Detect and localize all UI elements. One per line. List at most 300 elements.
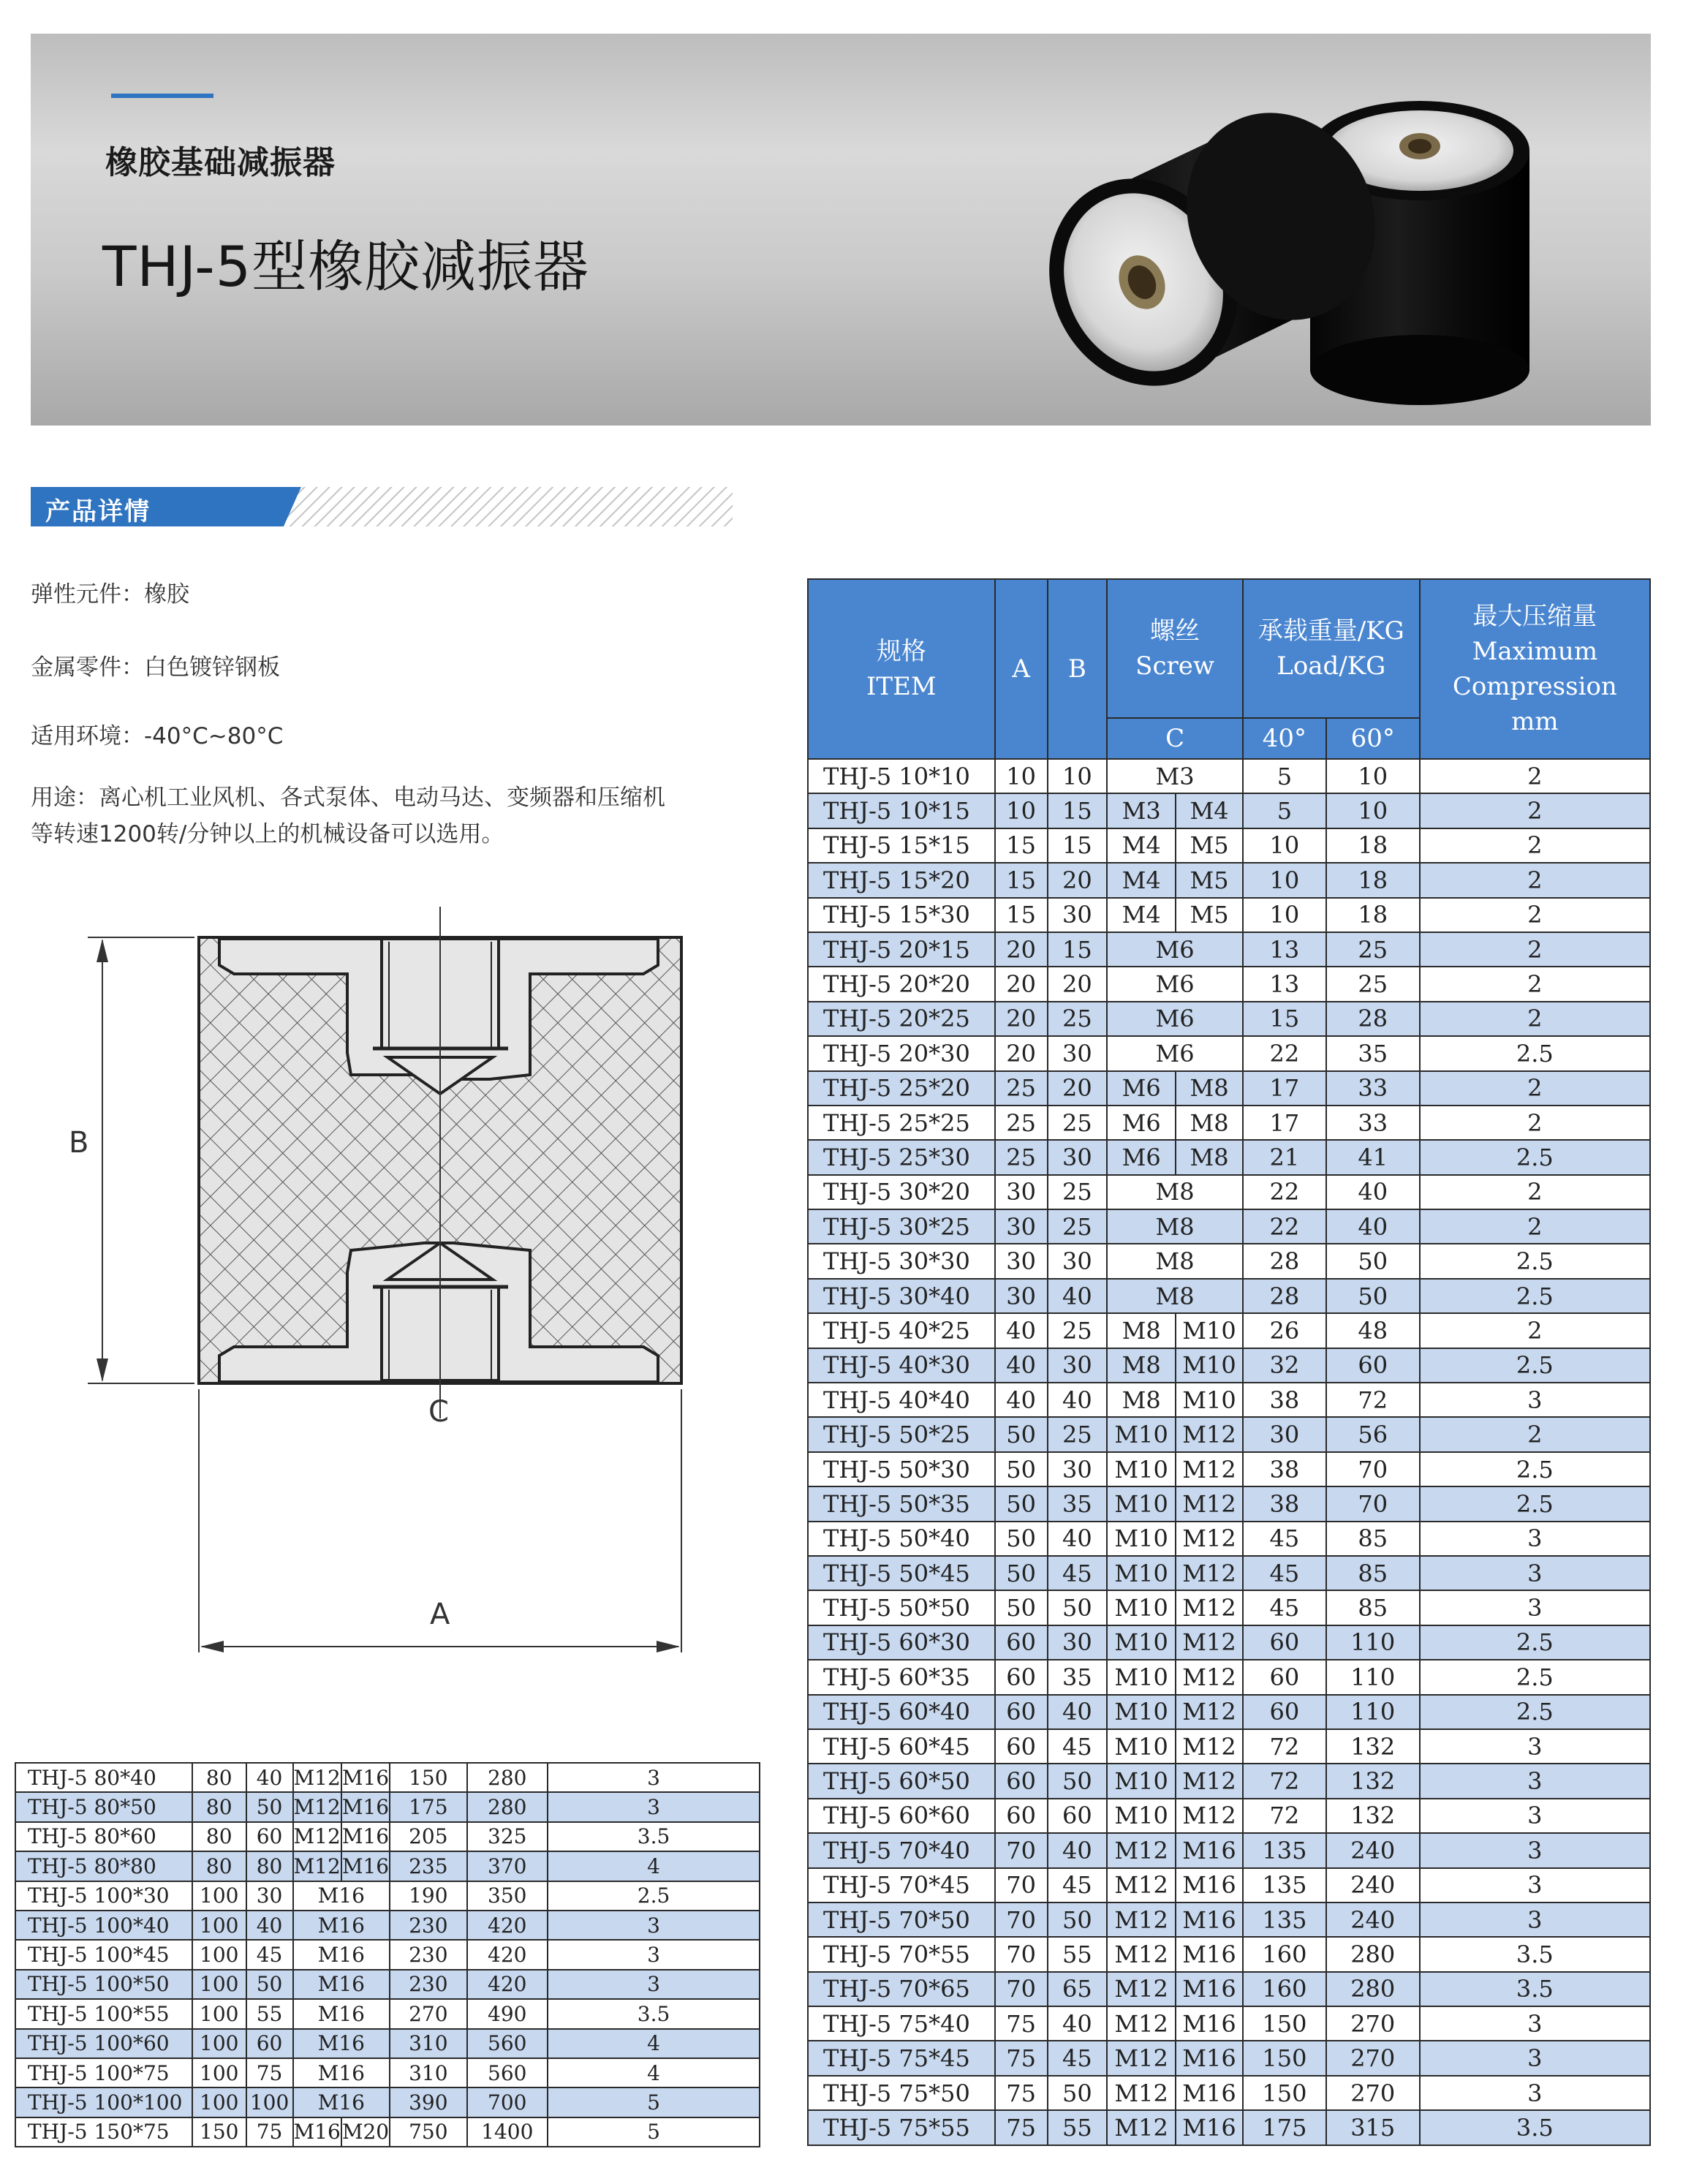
item-cell: THJ-5 60*60 xyxy=(808,1799,995,1833)
compression-cell: 2 xyxy=(1420,1417,1650,1451)
load40-cell: 22 xyxy=(1243,1036,1326,1070)
load40-cell: 60 xyxy=(1243,1660,1326,1694)
item-cell: THJ-5 25*30 xyxy=(808,1140,995,1174)
load60-cell: 70 xyxy=(1326,1486,1420,1521)
product-photo xyxy=(1010,63,1595,407)
b-cell: 65 xyxy=(1048,1972,1108,2006)
compression-cell: 3 xyxy=(1420,1556,1650,1590)
table-row xyxy=(808,898,1650,932)
compression-cell: 3.5 xyxy=(1420,1937,1650,1971)
load40-cell: 135 xyxy=(1243,1868,1326,1903)
spec-table-body xyxy=(808,759,1650,2145)
load60-cell: 240 xyxy=(1326,1903,1420,1937)
a-cell: 60 xyxy=(995,1729,1048,1764)
item-cell: THJ-5 60*40 xyxy=(808,1695,995,1729)
header-load xyxy=(1243,579,1420,718)
compression-cell: 2 xyxy=(1420,759,1650,793)
load60-cell: 240 xyxy=(1326,1868,1420,1903)
spec-environment xyxy=(31,718,283,755)
screw-alt-cell: M16 xyxy=(1176,2110,1243,2145)
table-row xyxy=(808,1175,1650,1209)
compression-cell: 2 xyxy=(1420,1313,1650,1348)
compression-cell: 3 xyxy=(1420,2041,1650,2075)
a-cell: 50 xyxy=(995,1417,1048,1451)
b-cell: 40 xyxy=(1048,1383,1108,1417)
load40-cell: 38 xyxy=(1243,1383,1326,1417)
a-cell: 70 xyxy=(995,1937,1048,1971)
screw-cell: M8 xyxy=(1107,1383,1176,1417)
screw-alt-cell: M5 xyxy=(1176,863,1243,897)
a-cell: 70 xyxy=(995,1972,1048,2006)
dimension-c-label: C xyxy=(428,1395,449,1429)
item-cell: THJ-5 70*55 xyxy=(808,1937,995,1971)
item-cell: THJ-5 40*30 xyxy=(808,1348,995,1383)
b-cell: 25 xyxy=(1048,1313,1108,1348)
item-cell: THJ-5 50*25 xyxy=(808,1417,995,1451)
screw-cell: M8 xyxy=(1107,1244,1243,1278)
load60-cell: 280 xyxy=(1326,1972,1420,2006)
load60-cell: 40 xyxy=(1326,1175,1420,1209)
table-row xyxy=(15,2029,760,2058)
screw-cell: M6 xyxy=(1107,1002,1243,1036)
b-cell: 15 xyxy=(1048,793,1108,828)
spec-value: 橡胶 xyxy=(144,581,189,608)
a-cell: 40 xyxy=(995,1383,1048,1417)
a-cell: 60 xyxy=(995,1625,1048,1660)
b-cell: 50 xyxy=(1048,1903,1108,1937)
compression-cell: 3.5 xyxy=(548,1999,760,2028)
item-cell: THJ-5 75*45 xyxy=(808,2041,995,2075)
screw-cell: M10 xyxy=(1107,1625,1176,1660)
load40-cell: 175 xyxy=(390,1792,466,1821)
header-screw xyxy=(1107,579,1243,718)
b-cell: 35 xyxy=(1048,1486,1108,1521)
a-cell: 15 xyxy=(995,863,1048,897)
b-cell: 25 xyxy=(1048,1417,1108,1451)
screw-cell: M12 xyxy=(1107,1972,1176,2006)
screw-cell: M8 xyxy=(1107,1175,1243,1209)
a-cell: 100 xyxy=(192,1911,246,1940)
load60-cell: 85 xyxy=(1326,1522,1420,1556)
load40-cell: 72 xyxy=(1243,1799,1326,1833)
compression-cell: 3 xyxy=(548,1940,760,1969)
item-cell: THJ-5 60*35 xyxy=(808,1660,995,1694)
screw-cell: M12 xyxy=(1107,1833,1176,1867)
compression-cell: 3 xyxy=(1420,1833,1650,1867)
compression-cell: 2 xyxy=(1420,1175,1650,1209)
table-row xyxy=(808,932,1650,967)
load60-cell: 420 xyxy=(467,1911,548,1940)
compression-cell: 3 xyxy=(1420,1729,1650,1764)
b-cell: 60 xyxy=(246,1822,293,1851)
table-row xyxy=(808,1522,1650,1556)
b-cell: 25 xyxy=(1048,1175,1108,1209)
b-cell: 40 xyxy=(1048,1522,1108,1556)
table-row xyxy=(15,1822,760,1851)
screw-alt-cell: M10 xyxy=(1176,1383,1243,1417)
compression-cell: 3 xyxy=(1420,1764,1650,1798)
a-cell: 100 xyxy=(192,2029,246,2058)
b-cell: 40 xyxy=(1048,1695,1108,1729)
screw-cell: M16 xyxy=(293,1940,390,1969)
load40-cell: 72 xyxy=(1243,1764,1326,1798)
table-row xyxy=(808,1660,1650,1694)
screw-cell: M10 xyxy=(1107,1452,1176,1486)
load60-cell: 50 xyxy=(1326,1279,1420,1313)
a-cell: 75 xyxy=(995,2006,1048,2041)
screw-alt-cell: M5 xyxy=(1176,898,1243,932)
load40-cell: 13 xyxy=(1243,967,1326,1001)
screw-alt-cell: M16 xyxy=(1176,2006,1243,2041)
load40-cell: 310 xyxy=(390,2058,466,2087)
item-cell: THJ-5 25*20 xyxy=(808,1071,995,1106)
table-row xyxy=(808,1868,1650,1903)
b-cell: 25 xyxy=(1048,1106,1108,1140)
load60-cell: 40 xyxy=(1326,1209,1420,1244)
table-row xyxy=(808,1764,1650,1798)
screw-alt-cell: M8 xyxy=(1176,1071,1243,1106)
load60-cell: 85 xyxy=(1326,1556,1420,1590)
header-item-en: ITEM xyxy=(866,672,937,701)
compression-cell: 3 xyxy=(548,1763,760,1792)
table-row xyxy=(808,1799,1650,1833)
screw-cell: M10 xyxy=(1107,1417,1176,1451)
load60-cell: 85 xyxy=(1326,1590,1420,1625)
a-cell: 100 xyxy=(192,2058,246,2087)
b-cell: 60 xyxy=(1048,1799,1108,1833)
item-cell: THJ-5 30*20 xyxy=(808,1175,995,1209)
b-cell: 40 xyxy=(1048,1279,1108,1313)
load40-cell: 175 xyxy=(1243,2110,1326,2145)
item-cell: THJ-5 80*80 xyxy=(15,1851,192,1881)
load40-cell: 38 xyxy=(1243,1486,1326,1521)
item-cell: THJ-5 40*40 xyxy=(808,1383,995,1417)
table-row xyxy=(15,2087,760,2117)
item-cell: THJ-5 30*40 xyxy=(808,1279,995,1313)
load60-cell: 25 xyxy=(1326,967,1420,1001)
load60-cell: 70 xyxy=(1326,1452,1420,1486)
screw-cell: M6 xyxy=(1107,1106,1176,1140)
table-row xyxy=(808,1036,1650,1070)
item-cell: THJ-5 70*65 xyxy=(808,1972,995,2006)
b-cell: 45 xyxy=(246,1940,293,1969)
item-cell: THJ-5 150*75 xyxy=(15,2117,192,2147)
b-cell: 55 xyxy=(1048,1937,1108,1971)
load40-cell: 230 xyxy=(390,1911,466,1940)
table-row xyxy=(808,1937,1650,1971)
compression-cell: 4 xyxy=(548,2058,760,2087)
screw-alt-cell: M20 xyxy=(341,2117,390,2147)
load40-cell: 5 xyxy=(1243,759,1326,793)
item-cell: THJ-5 100*45 xyxy=(15,1940,192,1969)
screw-cell: M12 xyxy=(1107,2041,1176,2075)
table-row xyxy=(808,1279,1650,1313)
screw-cell: M12 xyxy=(1107,1868,1176,1903)
header-item-cn: 规格 xyxy=(876,637,926,666)
screw-alt-cell: M16 xyxy=(1176,1868,1243,1903)
b-cell: 100 xyxy=(246,2087,293,2117)
a-cell: 75 xyxy=(995,2041,1048,2075)
table-row xyxy=(808,2006,1650,2041)
category-label: 橡胶基础减振器 xyxy=(105,144,336,181)
table-row xyxy=(15,1763,760,1792)
spec-value: 白色镀锌钢板 xyxy=(144,654,280,681)
table-row xyxy=(808,759,1650,793)
a-cell: 20 xyxy=(995,967,1048,1001)
load60-cell: 28 xyxy=(1326,1002,1420,1036)
load40-cell: 13 xyxy=(1243,932,1326,967)
item-cell: THJ-5 50*30 xyxy=(808,1452,995,1486)
screw-alt-cell: M16 xyxy=(1176,1972,1243,2006)
item-cell: THJ-5 60*50 xyxy=(808,1764,995,1798)
load60-cell: 18 xyxy=(1326,898,1420,932)
compression-cell: 3 xyxy=(1420,1868,1650,1903)
load60-cell: 420 xyxy=(467,1940,548,1969)
compression-cell: 3 xyxy=(548,1970,760,1999)
spec-table xyxy=(807,578,1651,2146)
compression-cell: 2.5 xyxy=(1420,1486,1650,1521)
load40-cell: 10 xyxy=(1243,898,1326,932)
header-screw-en: Screw xyxy=(1135,651,1214,681)
screw-cell: M6 xyxy=(1107,967,1243,1001)
item-cell: THJ-5 75*55 xyxy=(808,2110,995,2145)
table-row xyxy=(808,1417,1650,1451)
spec-key: 弹性元件： xyxy=(31,581,144,608)
screw-alt-cell: M16 xyxy=(341,1851,390,1881)
screw-cell: M12 xyxy=(1107,2110,1176,2145)
b-cell: 10 xyxy=(1048,759,1108,793)
compression-cell: 2 xyxy=(1420,863,1650,897)
screw-alt-cell: M12 xyxy=(1176,1452,1243,1486)
table-row xyxy=(15,1851,760,1881)
header-load-60: 60° xyxy=(1326,718,1420,759)
table-row xyxy=(15,1940,760,1969)
load40-cell: 10 xyxy=(1243,863,1326,897)
compression-cell: 5 xyxy=(548,2087,760,2117)
item-cell: THJ-5 20*20 xyxy=(808,967,995,1001)
b-cell: 75 xyxy=(246,2058,293,2087)
load60-cell: 490 xyxy=(467,1999,548,2028)
load40-cell: 150 xyxy=(1243,2076,1326,2110)
load40-cell: 21 xyxy=(1243,1140,1326,1174)
table-row xyxy=(808,1625,1650,1660)
header-load-en: Load/KG xyxy=(1277,651,1386,681)
a-cell: 75 xyxy=(995,2110,1048,2145)
spec-metal xyxy=(31,649,280,686)
table-row xyxy=(808,1556,1650,1590)
screw-cell: M3 xyxy=(1107,759,1243,793)
a-cell: 30 xyxy=(995,1244,1048,1278)
header-load-40: 40° xyxy=(1243,718,1326,759)
load60-cell: 370 xyxy=(467,1851,548,1881)
load60-cell: 110 xyxy=(1326,1695,1420,1729)
screw-alt-cell: M16 xyxy=(1176,1937,1243,1971)
load60-cell: 315 xyxy=(1326,2110,1420,2145)
a-cell: 100 xyxy=(192,1999,246,2028)
compression-cell: 3 xyxy=(1420,1590,1650,1625)
b-cell: 50 xyxy=(246,1970,293,1999)
load40-cell: 310 xyxy=(390,2029,466,2058)
screw-alt-cell: M16 xyxy=(1176,1903,1243,1937)
screw-alt-cell: M12 xyxy=(1176,1660,1243,1694)
b-cell: 40 xyxy=(246,1763,293,1792)
b-cell: 50 xyxy=(1048,2076,1108,2110)
screw-alt-cell: M12 xyxy=(1176,1556,1243,1590)
item-cell: THJ-5 80*40 xyxy=(15,1763,192,1792)
table-row xyxy=(808,1106,1650,1140)
screw-alt-cell: M12 xyxy=(1176,1522,1243,1556)
item-cell: THJ-5 100*40 xyxy=(15,1911,192,1940)
b-cell: 20 xyxy=(1048,967,1108,1001)
item-cell: THJ-5 100*30 xyxy=(15,1881,192,1911)
b-cell: 55 xyxy=(1048,2110,1108,2145)
compression-cell: 2 xyxy=(1420,967,1650,1001)
screw-cell: M12 xyxy=(1107,1903,1176,1937)
load40-cell: 750 xyxy=(390,2117,466,2147)
compression-cell: 2.5 xyxy=(1420,1036,1650,1070)
compression-cell: 3 xyxy=(548,1911,760,1940)
compression-cell: 3 xyxy=(1420,1383,1650,1417)
compression-cell: 3.5 xyxy=(1420,1972,1650,2006)
load60-cell: 240 xyxy=(1326,1833,1420,1867)
table-row xyxy=(15,1970,760,1999)
a-cell: 15 xyxy=(995,828,1048,863)
load60-cell: 560 xyxy=(467,2058,548,2087)
a-cell: 50 xyxy=(995,1556,1048,1590)
a-cell: 80 xyxy=(192,1851,246,1881)
compression-cell: 2 xyxy=(1420,898,1650,932)
load40-cell: 72 xyxy=(1243,1729,1326,1764)
compression-cell: 2.5 xyxy=(1420,1348,1650,1383)
table-row xyxy=(15,1999,760,2028)
screw-cell: M12 xyxy=(293,1822,341,1851)
compression-cell: 2.5 xyxy=(1420,1140,1650,1174)
screw-alt-cell: M16 xyxy=(341,1763,390,1792)
load60-cell: 132 xyxy=(1326,1799,1420,1833)
table-row xyxy=(808,1348,1650,1383)
load40-cell: 190 xyxy=(390,1881,466,1911)
b-cell: 20 xyxy=(1048,863,1108,897)
b-cell: 30 xyxy=(1048,1452,1108,1486)
b-cell: 50 xyxy=(1048,1764,1108,1798)
a-cell: 50 xyxy=(995,1590,1048,1625)
a-cell: 80 xyxy=(192,1792,246,1821)
screw-alt-cell: M10 xyxy=(1176,1348,1243,1383)
table-row xyxy=(808,967,1650,1001)
compression-cell: 2 xyxy=(1420,1106,1650,1140)
load40-cell: 150 xyxy=(1243,2041,1326,2075)
compression-cell: 2.5 xyxy=(1420,1660,1650,1694)
header-screw-c: C xyxy=(1107,718,1243,759)
load60-cell: 280 xyxy=(1326,1937,1420,1971)
load40-cell: 205 xyxy=(390,1822,466,1851)
b-cell: 45 xyxy=(1048,1729,1108,1764)
compression-cell: 4 xyxy=(548,2029,760,2058)
load60-cell: 270 xyxy=(1326,2041,1420,2075)
a-cell: 10 xyxy=(995,759,1048,793)
continuation-table xyxy=(15,1762,760,2147)
b-cell: 45 xyxy=(1048,2041,1108,2075)
load40-cell: 235 xyxy=(390,1851,466,1881)
a-cell: 30 xyxy=(995,1209,1048,1244)
b-cell: 40 xyxy=(1048,2006,1108,2041)
spec-key: 用途： xyxy=(31,785,99,811)
item-cell: THJ-5 10*10 xyxy=(808,759,995,793)
screw-alt-cell: M12 xyxy=(1176,1486,1243,1521)
spec-value: 离心机工业风机、各式泵体、电动马达、变频器和压缩机 xyxy=(99,785,665,811)
screw-cell: M16 xyxy=(293,1881,390,1911)
table-row xyxy=(808,1071,1650,1106)
item-cell: THJ-5 100*55 xyxy=(15,1999,192,2028)
screw-alt-cell: M4 xyxy=(1176,793,1243,828)
load60-cell: 60 xyxy=(1326,1348,1420,1383)
screw-cell: M16 xyxy=(293,2087,390,2117)
screw-alt-cell: M16 xyxy=(341,1792,390,1821)
b-cell: 15 xyxy=(1048,828,1108,863)
table-row xyxy=(808,1729,1650,1764)
load40-cell: 38 xyxy=(1243,1452,1326,1486)
item-cell: THJ-5 50*50 xyxy=(808,1590,995,1625)
item-cell: THJ-5 70*50 xyxy=(808,1903,995,1937)
load40-cell: 17 xyxy=(1243,1071,1326,1106)
screw-cell: M8 xyxy=(1107,1313,1176,1348)
screw-cell: M8 xyxy=(1107,1279,1243,1313)
table-row xyxy=(808,1833,1650,1867)
a-cell: 40 xyxy=(995,1348,1048,1383)
compression-cell: 3 xyxy=(1420,1799,1650,1833)
load60-cell: 132 xyxy=(1326,1764,1420,1798)
a-cell: 40 xyxy=(995,1313,1048,1348)
load40-cell: 160 xyxy=(1243,1937,1326,1971)
screw-alt-cell: M12 xyxy=(1176,1695,1243,1729)
load40-cell: 230 xyxy=(390,1940,466,1969)
load40-cell: 10 xyxy=(1243,828,1326,863)
load60-cell: 18 xyxy=(1326,863,1420,897)
screw-cell: M12 xyxy=(1107,2006,1176,2041)
spec-usage xyxy=(31,779,665,816)
load60-cell: 33 xyxy=(1326,1106,1420,1140)
item-cell: THJ-5 15*30 xyxy=(808,898,995,932)
table-row xyxy=(808,1140,1650,1174)
a-cell: 50 xyxy=(995,1522,1048,1556)
a-cell: 20 xyxy=(995,932,1048,967)
header-load-cn: 承载重量/KG xyxy=(1257,616,1404,646)
screw-alt-cell: M8 xyxy=(1176,1106,1243,1140)
dimension-a-label: A xyxy=(430,1598,450,1631)
header-b: B xyxy=(1048,579,1108,759)
table-row xyxy=(15,1881,760,1911)
a-cell: 100 xyxy=(192,1881,246,1911)
table-row xyxy=(808,2041,1650,2075)
screw-cell: M4 xyxy=(1107,863,1176,897)
screw-cell: M10 xyxy=(1107,1522,1176,1556)
table-row xyxy=(15,2117,760,2147)
header-comp-cn: 最大压缩量 xyxy=(1472,602,1597,631)
item-cell: THJ-5 50*45 xyxy=(808,1556,995,1590)
b-cell: 50 xyxy=(1048,1590,1108,1625)
screw-cell: M16 xyxy=(293,1999,390,2028)
screw-alt-cell: M12 xyxy=(1176,1764,1243,1798)
load60-cell: 41 xyxy=(1326,1140,1420,1174)
a-cell: 150 xyxy=(192,2117,246,2147)
screw-alt-cell: M16 xyxy=(1176,2076,1243,2110)
load60-cell: 48 xyxy=(1326,1313,1420,1348)
screw-alt-cell: M12 xyxy=(1176,1417,1243,1451)
item-cell: THJ-5 70*45 xyxy=(808,1868,995,1903)
compression-cell: 2 xyxy=(1420,1071,1650,1106)
b-cell: 35 xyxy=(1048,1660,1108,1694)
table-row xyxy=(15,2058,760,2087)
